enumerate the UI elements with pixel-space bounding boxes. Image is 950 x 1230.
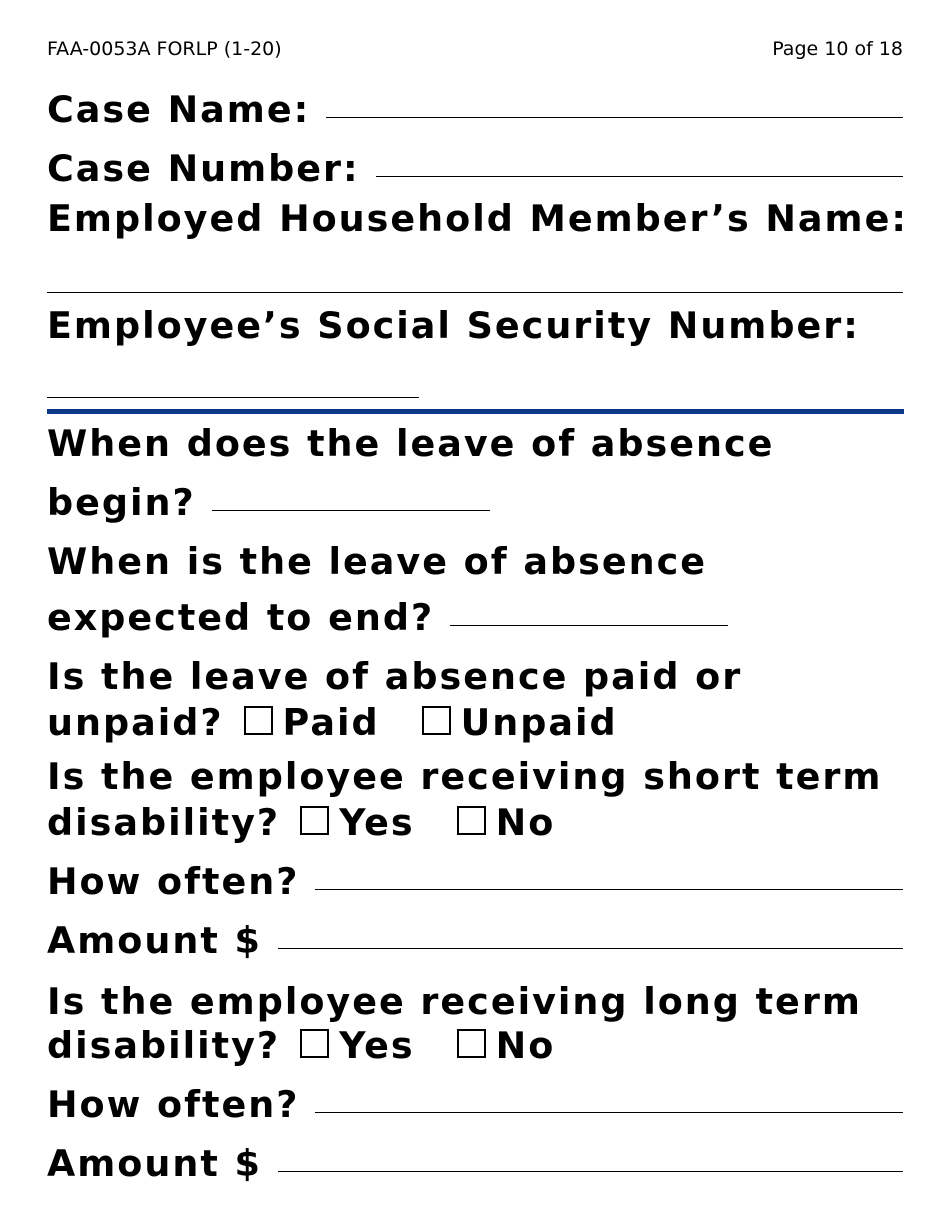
ssn-label: Employee’s Social Security Number:	[47, 304, 860, 347]
std-row	[47, 801, 903, 844]
case-number-field[interactable]	[376, 175, 903, 177]
employed-member-field[interactable]	[47, 292, 903, 293]
section-divider	[47, 409, 904, 414]
paid-label: unpaid?	[47, 701, 224, 744]
ltd-question: Is the employee receiving long term	[47, 980, 862, 1023]
leave-begin-row	[47, 481, 903, 524]
std-amount-row	[47, 919, 903, 962]
ltd-how-often-label: How often?	[47, 1083, 300, 1126]
unpaid-option-label: Unpaid	[460, 701, 618, 744]
case-name-field[interactable]	[326, 116, 903, 118]
unpaid-option[interactable]	[422, 701, 618, 744]
case-name-row	[47, 88, 903, 131]
leave-begin-label: begin?	[47, 481, 196, 524]
ltd-label: disability?	[47, 1024, 281, 1067]
ltd-amount-label: Amount $	[47, 1142, 262, 1185]
std-no-checkbox[interactable]	[457, 806, 486, 835]
leave-begin-question: When does the leave of absence	[47, 422, 775, 465]
paid-question: Is the leave of absence paid or	[47, 655, 743, 698]
ssn-field[interactable]	[47, 397, 419, 398]
ltd-row	[47, 1024, 903, 1067]
employed-member-label: Employed Household Member’s Name:	[47, 197, 908, 240]
unpaid-checkbox[interactable]	[422, 706, 451, 735]
std-yes-checkbox[interactable]	[300, 806, 329, 835]
std-amount-label: Amount $	[47, 919, 262, 962]
paid-checkbox[interactable]	[244, 706, 273, 735]
std-no-option[interactable]	[457, 801, 556, 844]
ltd-yes-checkbox[interactable]	[300, 1029, 329, 1058]
ltd-how-often-field[interactable]	[315, 1111, 903, 1113]
std-no-label: No	[495, 801, 556, 844]
std-label: disability?	[47, 801, 281, 844]
std-amount-field[interactable]	[278, 947, 903, 949]
leave-begin-field[interactable]	[212, 509, 490, 511]
std-how-often-row	[47, 860, 903, 903]
leave-end-row	[47, 596, 903, 639]
ltd-yes-label: Yes	[339, 1024, 415, 1067]
case-name-label: Case Name:	[47, 88, 311, 131]
paid-option-label: Paid	[282, 701, 380, 744]
ltd-no-checkbox[interactable]	[457, 1029, 486, 1058]
ltd-yes-option[interactable]	[300, 1024, 415, 1067]
std-how-often-field[interactable]	[315, 888, 903, 890]
form-id: FAA-0053A FORLP (1-20)	[47, 38, 282, 60]
ltd-no-label: No	[495, 1024, 556, 1067]
leave-end-field[interactable]	[450, 624, 728, 626]
leave-end-label: expected to end?	[47, 596, 435, 639]
std-yes-option[interactable]	[300, 801, 415, 844]
std-question: Is the employee receiving short term	[47, 755, 883, 798]
std-yes-label: Yes	[339, 801, 415, 844]
ltd-how-often-row	[47, 1083, 903, 1126]
leave-end-question: When is the leave of absence	[47, 540, 707, 583]
ltd-amount-row	[47, 1142, 903, 1185]
ltd-amount-field[interactable]	[278, 1170, 903, 1172]
ltd-no-option[interactable]	[457, 1024, 556, 1067]
paid-row	[47, 701, 903, 744]
case-number-row	[47, 147, 903, 190]
case-number-label: Case Number:	[47, 147, 360, 190]
paid-option[interactable]	[244, 701, 380, 744]
std-how-often-label: How often?	[47, 860, 300, 903]
page-number: Page 10 of 18	[772, 38, 903, 60]
